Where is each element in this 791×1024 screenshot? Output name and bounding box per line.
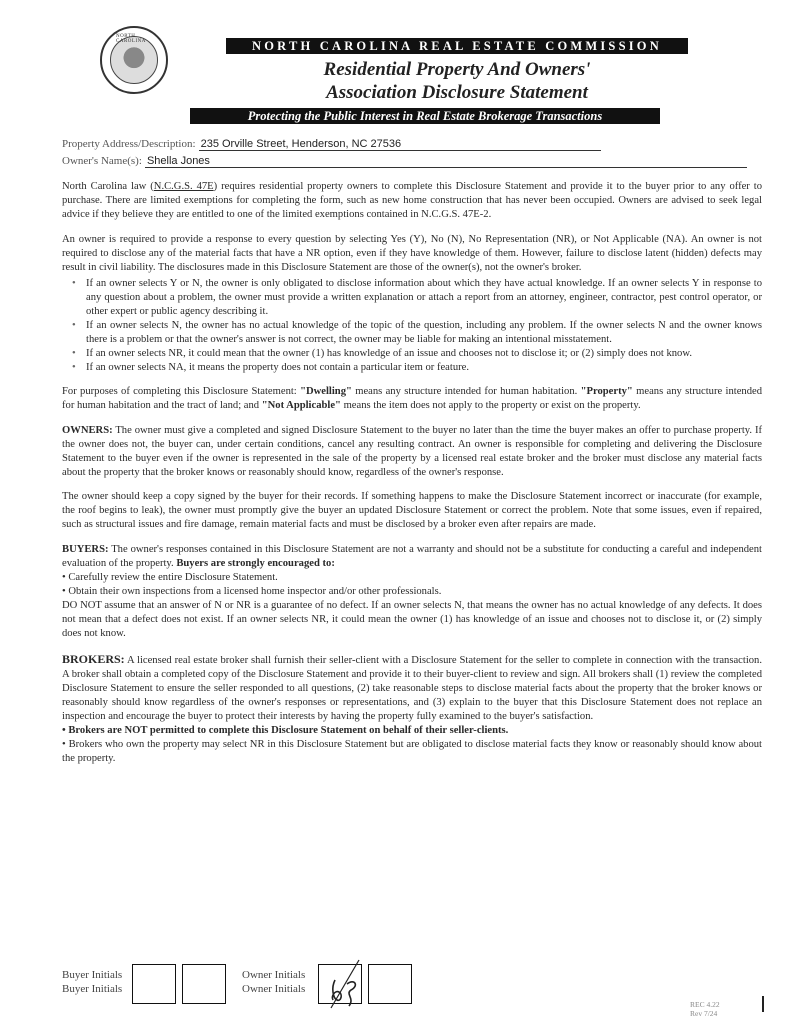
list-item: • Carefully review the entire Disclosure Statement. (62, 572, 278, 584)
list-item: • If an owner selects NR, it could mean that the owner (1) has knowledge of an issue and chooses not to disclose it; or (2) simply does not know. (80, 347, 762, 361)
requirements-paragraph: An owner is required to provide a response to every question by selecting Yes (Y), No (N), No Representation (NR), or Not Applicable (NA). An owner is not required to disclose any of the material facts that have a NR option, even if they have knowledge of them. However, failure to disclose latent (hidden) defects may result in civil liability. The disclosures made in this Disclosure Statement are those of the owner(s), not the owner's broker. (62, 233, 762, 273)
brokers-paragraph (62, 652, 762, 724)
owner-initials-signature (325, 958, 365, 1012)
term-dwelling: "Dwelling" (300, 386, 352, 398)
disclosure-body (62, 180, 762, 766)
property-address-label: Property Address/Description: (62, 138, 196, 150)
owner-name-row (62, 155, 747, 168)
form-title (226, 58, 688, 104)
term-not-applicable: "Not Applicable" (261, 400, 341, 412)
seal-text: NORTH CAROLINA (116, 34, 146, 44)
intro-text-a: North Carolina law ( (62, 181, 154, 192)
revision-info (690, 1000, 720, 1018)
buyer-initials-label-2: Buyer Initials (62, 983, 123, 995)
list-item: • Obtain their own inspections from a licensed home inspector and/or other professionals. (62, 586, 442, 598)
form-title-line2: Association Disclosure Statement (326, 82, 588, 103)
property-address-field[interactable]: 235 Orville Street, Henderson, NC 27536 (199, 138, 601, 151)
owners-heading: OWNERS: (62, 424, 113, 436)
buyers-warning: DO NOT assume that an answer of N or NR is a guarantee of no defect. If an owner selects N, that means the owner has no actual knowledge of any defects. It does not mean that a defect does not exist. If an owner selects NR, it could mean the owner (1) has knowledge of an issue and chooses not to disclose it, or (2) simply does not know. (62, 600, 762, 640)
buyer-initials-box-2[interactable] (182, 964, 226, 1004)
definitions-text-b: means any structure intended for human habitation. (351, 386, 581, 398)
statute-link[interactable]: N.C.G.S. 47E (153, 181, 214, 192)
buyer-initials-label-1: Buyer Initials (62, 969, 123, 981)
page-mark (762, 996, 764, 1012)
list-item: • Brokers who own the property may select NR in this Disclosure Statement but are obligated to disclose material facts they know or reasonably should know about the property. (62, 739, 762, 765)
buyers-paragraph (62, 543, 762, 571)
buyers-section (62, 543, 762, 641)
definitions-text-a: For purposes of completing this Disclosure Statement: (62, 386, 301, 398)
owner-initials-label-1: Owner Initials (242, 969, 306, 981)
revision-line-1: REC 4.22 (690, 1000, 720, 1009)
intro-paragraph (62, 180, 762, 222)
definitions-paragraph (62, 385, 762, 413)
property-address-row (62, 138, 601, 151)
owner-initials-box-2[interactable] (368, 964, 412, 1004)
buyers-encouraged: Buyers are strongly encouraged to: (176, 558, 335, 570)
owner-name-label: Owner's Name(s): (62, 155, 142, 167)
definitions-text-d: means the item does not apply to the property or exist on the property. (340, 400, 641, 412)
buyer-initials-box-1[interactable] (132, 964, 176, 1004)
brokers-text: A licensed real estate broker shall furnish their seller-client with a Disclosure Statement for the seller to complete in connection with the transaction. A broker shall obtain a completed copy of the Disclosure Statement and provide it to their buyer-client to review and sign. All brokers shall (1) review the completed Disclosure Statement to ensure the seller responded to all questions, (2) take reasonable steps to disclose material facts about the property that the broker knows or reasonably should know regardless of the owner's responses or representations, and (3) explain to the buyer that this Disclosure Statement does not replace an inspection and encourage the buyer to protect their interests by having the property fully examined to the buyer's satisfaction. (62, 654, 762, 723)
list-item: • Brokers are NOT permitted to complete this Disclosure Statement on behalf of their seller-clients. (62, 725, 509, 737)
tagline-banner: Protecting the Public Interest in Real Estate Brokerage Transactions (190, 108, 660, 124)
list-item: • If an owner selects NA, it means the property does not contain a particular item or feature. (80, 361, 762, 375)
brokers-heading: BROKERS: (62, 651, 125, 666)
form-title-line1: Residential Property And Owners' (323, 59, 591, 80)
commission-banner: NORTH CAROLINA REAL ESTATE COMMISSION (226, 38, 688, 54)
revision-line-2: Rev 7/24 (690, 1009, 718, 1018)
definitions-text-c: means any structure intended for human habitation and the tract of land; and (62, 386, 763, 412)
commission-seal (100, 26, 168, 94)
intro-text-b: ) requires residential property owners to complete this Disclosure Statement and provide it to the buyer prior to any offer to purchase. There are limited exemptions for completing the form, such as new home construction that has never been occupied. Owners are advised to seek legal advice if they believe they are entitled to one of the limited exemptions contained in N.C.G.S. 47E-2. (62, 181, 762, 221)
owner-initials-label-2: Owner Initials (242, 983, 306, 995)
buyers-heading: BUYERS: (62, 544, 109, 556)
owners-text: The owner must give a completed and signed Disclosure Statement to the buyer no later than the time the buyer makes an offer to purchase property. If the owner does not, the buyer can, under certain conditions, cancel any resulting contract. An owner is responsible for completing and delivering the Disclosure Statement to the buyer even if the owner is represented in the sale of the property by a licensed real estate broker and the broker must disclose any material facts about the property that the broker knows or reasonably should know, regardless of the owner's response. (62, 424, 762, 478)
owner-name-field[interactable]: Shella Jones (145, 155, 747, 168)
list-item: • If an owner selects N, the owner has no actual knowledge of the topic of the question, including any problem. If the owner selects N and the owner knows there is a problem or that the owner's answer is not correct, the owner may be liable for making an intentional misstatement. (80, 319, 762, 347)
owners-paragraph (62, 424, 762, 480)
response-options-list (62, 277, 762, 375)
list-item: • If an owner selects Y or N, the owner is only obligated to disclose information about which they have actual knowledge. If an owner selects Y in response to any question about a problem, the owner must provide a written explanation or attach a report from an attorney, engineer, contractor, pest control operator, or other expert or public agency describing it. (80, 277, 762, 319)
owner-updates-paragraph: The owner should keep a copy signed by the buyer for their records. If something happens to make the Disclosure Statement incorrect or inaccurate (for example, the roof begins to leak), the owner must promptly give the buyer an updated Disclosure Statement or correct the problem. Note that some issues, even if repaired, such as structural issues and fire damage, remain material facts and must be disclosed by a broker even after repairs are made. (62, 491, 762, 531)
buyers-text: The owner's responses contained in this Disclosure Statement are not a warranty and should not be a substitute for conducting a careful and independent evaluation of the property. (62, 544, 762, 570)
term-property: "Property" (580, 386, 633, 398)
brokers-section (62, 652, 762, 766)
